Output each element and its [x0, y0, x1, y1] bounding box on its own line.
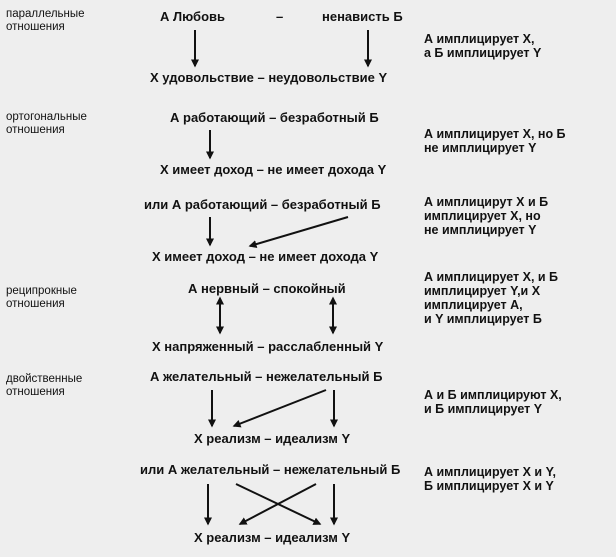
term-xy-income-alt: Х имеет доход – не имеет дохода Y — [152, 249, 379, 264]
note-line: А и Б имплицируют Х, — [424, 388, 562, 402]
label-line: отношения — [6, 123, 65, 136]
term-b-hate: ненависть Б — [322, 9, 403, 24]
note-line: и Б имплицирует Y — [424, 402, 543, 416]
arrow-b-to-x — [234, 390, 326, 426]
note-line: имплицирует А, — [424, 298, 523, 312]
note-line: имплицирует Y,и Х — [424, 284, 541, 298]
note-line: А имплицирует Х, и Б — [424, 270, 559, 284]
label-line: ортогональные — [6, 111, 87, 123]
term-xy-realism-alt: Х реализм – идеализм Y — [194, 530, 351, 545]
label-line: реципрокные — [6, 285, 77, 297]
term-dash: – — [276, 9, 284, 24]
note-line: а Б имплицирует Y — [424, 46, 542, 60]
term-a-love: А Любовь — [160, 9, 226, 24]
note-line: и Y имплицирует Б — [424, 312, 542, 326]
note-line: имплицирует Х, но — [424, 209, 541, 223]
term-ab-desirable-alt: или А желательный – нежелательный Б — [140, 462, 401, 477]
term-xy-pleasure: Х удовольствие – неудовольствие Y — [150, 70, 388, 85]
term-xy-tense: Х напряженный – расслабленный Y — [152, 339, 384, 354]
label-line: двойственные — [6, 373, 83, 385]
term-ab-nervous: А нервный – спокойный — [188, 281, 346, 296]
note-line: А имплицирут Х и Б — [424, 195, 549, 209]
term-xy-realism: Х реализм – идеализм Y — [194, 431, 351, 446]
label-line: отношения — [6, 297, 65, 310]
label-line: параллельные — [6, 8, 85, 20]
term-ab-desirable: А желательный – нежелательный Б — [150, 369, 383, 384]
arrow-b-to-x — [240, 484, 316, 524]
note-line: не имплицирует Y — [424, 223, 537, 237]
note-line: А имплицирует Х, но Б — [424, 127, 566, 141]
label-line: отношения — [6, 385, 65, 398]
label-line: отношения — [6, 20, 65, 33]
note-line: Б имплицирует Х и Y — [424, 479, 554, 493]
note-line: А имплицирует Х, — [424, 32, 535, 46]
term-ab-working-alt: или А работающий – безработный Б — [144, 197, 381, 212]
term-xy-income: Х имеет доход – не имеет дохода Y — [160, 162, 387, 177]
arrow-b-to-x — [250, 217, 348, 246]
term-ab-working: А работающий – безработный Б — [170, 110, 379, 125]
note-line: не имплицирует Y — [424, 141, 537, 155]
note-line: А имплицирует Х и Y, — [424, 465, 557, 479]
